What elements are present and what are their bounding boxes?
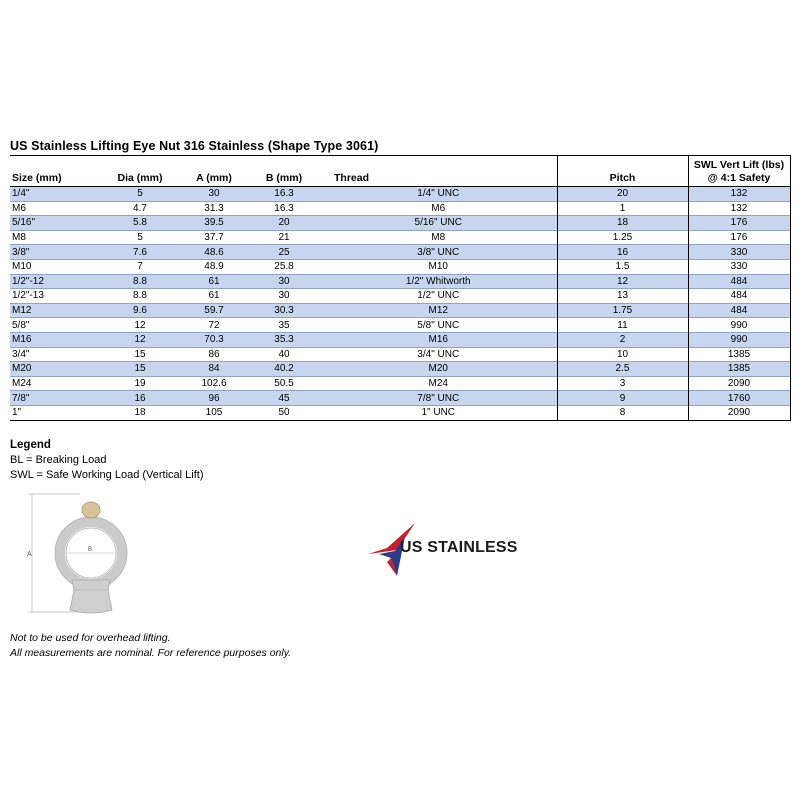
cell-b: 40 bbox=[278, 348, 290, 360]
cell-size: 1/4" bbox=[12, 188, 30, 200]
cell-dia: 8.8 bbox=[133, 275, 147, 287]
cell-pitch: 1.25 bbox=[557, 230, 688, 245]
cell-pitch: 12 bbox=[557, 274, 688, 289]
cell-dia: 12 bbox=[134, 334, 146, 346]
note-nominal: All measurements are nominal. For reference purposes only. bbox=[10, 647, 292, 659]
cell-size: M16 bbox=[12, 334, 32, 346]
cell-swl: 176 bbox=[688, 230, 790, 245]
spec-table bbox=[10, 155, 791, 421]
cell-pitch: 16 bbox=[557, 245, 688, 260]
cell-b: 30.3 bbox=[274, 305, 294, 317]
cell-swl: 484 bbox=[688, 274, 790, 289]
cell-swl: 484 bbox=[688, 303, 790, 318]
cell-thread: M10 bbox=[428, 261, 448, 273]
header-swl bbox=[688, 156, 790, 187]
cell-a: 39.5 bbox=[204, 217, 224, 229]
table-row bbox=[10, 332, 790, 347]
cell-b: 40.2 bbox=[274, 363, 294, 375]
table-row bbox=[10, 376, 790, 391]
table-row bbox=[10, 362, 790, 377]
page-title: US Stainless Lifting Eye Nut 316 Stainless (Shape Type 3061) bbox=[10, 139, 379, 153]
cell-thread: 5/16" UNC bbox=[414, 217, 462, 229]
cell-size: 1/2"-13 bbox=[12, 290, 44, 302]
cell-dia: 9.6 bbox=[133, 305, 147, 317]
cell-dia: 16 bbox=[134, 392, 146, 404]
legend-heading: Legend bbox=[10, 439, 51, 451]
cell-thread: M8 bbox=[431, 232, 446, 244]
table-row bbox=[10, 216, 790, 231]
cell-a: 30 bbox=[208, 188, 220, 200]
cell-dia: 15 bbox=[134, 363, 146, 375]
table-row bbox=[10, 187, 790, 202]
cell-swl: 1760 bbox=[688, 391, 790, 406]
cell-pitch: 2 bbox=[557, 332, 688, 347]
cell-size: M20 bbox=[12, 363, 32, 375]
legend bbox=[10, 438, 204, 483]
legend-bl: BL = Breaking Load bbox=[10, 454, 107, 466]
header-swl-line2: @ 4:1 Safety bbox=[707, 172, 771, 184]
cell-thread: 1/2" Whitworth bbox=[405, 275, 471, 287]
cell-thread: 1" UNC bbox=[421, 407, 456, 419]
cell-thread: 3/4" UNC bbox=[417, 348, 460, 360]
header-thread: Thread bbox=[334, 172, 370, 184]
table-body bbox=[10, 187, 790, 421]
cell-dia: 15 bbox=[134, 348, 146, 360]
cell-thread: 1/4" UNC bbox=[417, 188, 460, 200]
cell-b: 35.3 bbox=[274, 334, 294, 346]
cell-a: 48.6 bbox=[204, 246, 224, 258]
cell-b: 45 bbox=[278, 392, 290, 404]
cell-pitch: 11 bbox=[557, 318, 688, 333]
cell-swl: 2090 bbox=[688, 405, 790, 420]
cell-a: 61 bbox=[208, 290, 220, 302]
cell-swl: 2090 bbox=[688, 376, 790, 391]
cell-swl: 132 bbox=[688, 187, 790, 202]
logo-text: US STAINLESS bbox=[400, 539, 518, 556]
cell-size: M24 bbox=[12, 378, 32, 390]
cell-b: 25.8 bbox=[274, 261, 294, 273]
cell-thread: 3/8" UNC bbox=[417, 246, 460, 258]
cell-pitch: 18 bbox=[557, 216, 688, 231]
cell-a: 86 bbox=[208, 348, 220, 360]
cell-pitch: 1.75 bbox=[557, 303, 688, 318]
cell-a: 31.3 bbox=[204, 202, 224, 214]
diagram-label-b: B bbox=[88, 547, 93, 553]
cell-swl: 176 bbox=[688, 216, 790, 231]
cell-b: 16.3 bbox=[274, 202, 294, 214]
cell-b: 35 bbox=[278, 319, 290, 331]
cell-size: M10 bbox=[12, 261, 32, 273]
cell-pitch: 9 bbox=[557, 391, 688, 406]
table-row bbox=[10, 347, 790, 362]
header-swl-line1: SWL Vert Lift (lbs) bbox=[693, 159, 785, 171]
cell-dia: 5.8 bbox=[133, 217, 147, 229]
cell-dia: 5 bbox=[137, 188, 143, 200]
cell-dia: 4.7 bbox=[133, 202, 147, 214]
cell-pitch: 10 bbox=[557, 347, 688, 362]
cell-pitch: 2.5 bbox=[557, 362, 688, 377]
cell-b: 25 bbox=[278, 246, 290, 258]
cell-swl: 990 bbox=[688, 332, 790, 347]
table-row bbox=[10, 289, 790, 304]
cell-a: 48.9 bbox=[204, 261, 224, 273]
cell-swl: 330 bbox=[688, 259, 790, 274]
table-header-row bbox=[10, 156, 790, 187]
cell-pitch: 20 bbox=[557, 187, 688, 202]
cell-swl: 1385 bbox=[688, 347, 790, 362]
cell-swl: 484 bbox=[688, 289, 790, 304]
cell-dia: 19 bbox=[134, 378, 146, 390]
cell-size: 1" bbox=[12, 407, 22, 419]
cell-thread: M20 bbox=[428, 363, 448, 375]
cell-b: 50.5 bbox=[274, 378, 294, 390]
header-size: Size (mm) bbox=[12, 172, 62, 184]
cell-pitch: 8 bbox=[557, 405, 688, 420]
cell-size: 1/2"-12 bbox=[12, 275, 44, 287]
notes bbox=[10, 631, 291, 661]
cell-thread: 1/2" UNC bbox=[417, 290, 460, 302]
cell-size: M12 bbox=[12, 305, 32, 317]
table-row bbox=[10, 230, 790, 245]
cell-dia: 18 bbox=[134, 407, 146, 419]
cell-swl: 1385 bbox=[688, 362, 790, 377]
cell-size: M6 bbox=[12, 202, 26, 214]
cell-b: 16.3 bbox=[274, 188, 294, 200]
cell-size: M8 bbox=[12, 232, 26, 244]
cell-thread: M24 bbox=[428, 378, 448, 390]
cell-a: 37.7 bbox=[204, 232, 224, 244]
cell-size: 3/4" bbox=[12, 348, 30, 360]
cell-a: 72 bbox=[208, 319, 220, 331]
cell-thread: M16 bbox=[428, 334, 448, 346]
legend-swl: SWL = Safe Working Load (Vertical Lift) bbox=[10, 469, 204, 481]
note-overhead: Not to be used for overhead lifting. bbox=[10, 632, 171, 644]
cell-thread: 5/8" UNC bbox=[417, 319, 460, 331]
cell-dia: 12 bbox=[134, 319, 146, 331]
cell-pitch: 1 bbox=[557, 201, 688, 216]
cell-b: 50 bbox=[278, 407, 290, 419]
cell-dia: 7 bbox=[137, 261, 143, 273]
cell-pitch: 1.5 bbox=[557, 259, 688, 274]
cell-pitch: 3 bbox=[557, 376, 688, 391]
cell-a: 102.6 bbox=[201, 378, 227, 390]
table-row bbox=[10, 259, 790, 274]
cell-size: 7/8" bbox=[12, 392, 30, 404]
cell-swl: 132 bbox=[688, 201, 790, 216]
cell-b: 20 bbox=[278, 217, 290, 229]
diagram-label-a: A bbox=[27, 551, 32, 558]
cell-swl: 990 bbox=[688, 318, 790, 333]
cell-size: 5/16" bbox=[12, 217, 36, 229]
table-row bbox=[10, 245, 790, 260]
header-pitch: Pitch bbox=[557, 156, 688, 187]
table-row bbox=[10, 391, 790, 406]
eye-nut-diagram bbox=[20, 488, 140, 623]
table-row bbox=[10, 318, 790, 333]
cell-dia: 8.8 bbox=[133, 290, 147, 302]
cell-dia: 7.6 bbox=[133, 246, 147, 258]
cell-b: 30 bbox=[278, 275, 290, 287]
header-a: A (mm) bbox=[196, 172, 232, 184]
table-row bbox=[10, 201, 790, 216]
cell-a: 105 bbox=[205, 407, 223, 419]
cell-size: 3/8" bbox=[12, 246, 30, 258]
cell-a: 61 bbox=[208, 275, 220, 287]
cell-a: 70.3 bbox=[204, 334, 224, 346]
cell-thread: M6 bbox=[431, 202, 446, 214]
cell-pitch: 13 bbox=[557, 289, 688, 304]
cell-b: 30 bbox=[278, 290, 290, 302]
cell-b: 21 bbox=[278, 232, 290, 244]
cell-a: 84 bbox=[208, 363, 220, 375]
cell-a: 96 bbox=[208, 392, 220, 404]
cell-a: 59.7 bbox=[204, 305, 224, 317]
header-dia: Dia (mm) bbox=[117, 172, 163, 184]
table-row bbox=[10, 274, 790, 289]
cell-dia: 5 bbox=[137, 232, 143, 244]
cell-thread: M12 bbox=[428, 305, 448, 317]
cell-swl: 330 bbox=[688, 245, 790, 260]
cell-thread: 7/8" UNC bbox=[417, 392, 460, 404]
cell-size: 5/8" bbox=[12, 319, 30, 331]
table-row bbox=[10, 405, 790, 420]
header-b: B (mm) bbox=[265, 172, 303, 184]
table-row bbox=[10, 303, 790, 318]
